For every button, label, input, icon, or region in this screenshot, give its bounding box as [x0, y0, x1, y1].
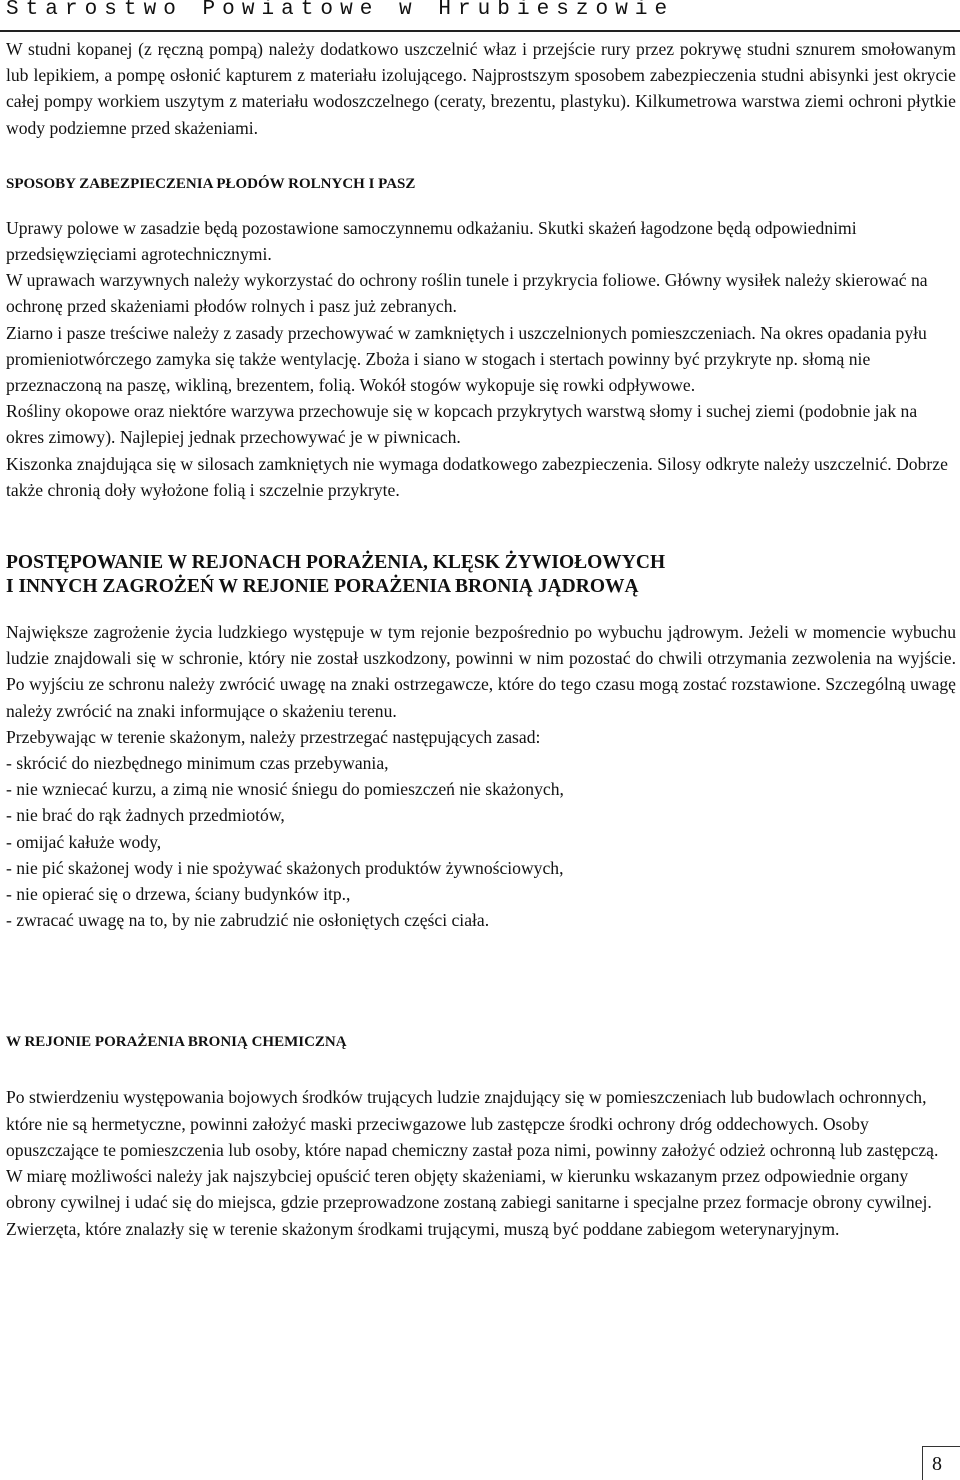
- page-header: [0, 0, 960, 32]
- disaster-paragraph: Największe zagrożenie życia ludzkiego występuje w tym rejonie bezpośrednio po wybuchu jądrowym. Jeżeli w momencie wybuchu ludzie znajdowali się w schronie, który nie został uszkodzony, powinni w nim pozostać do chwili otrzymania zezwolenia na wyjście. Po wyjściu ze schronu należy zwrócić uwagę na znaki ostrzegawcze, które do tego czasu mogą zostać rozstawione. Szczególną uwagę należy zwrócić na znaki informujące o skażeniu terenu.: [6, 622, 956, 721]
- disaster-heading-line: POSTĘPOWANIE W REJONACH PORAŻENIA, KLĘSK ŻYWIOŁOWYCH: [6, 552, 666, 574]
- intro-paragraph: W studni kopanej (z ręczną pompą) należy dodatkowo uszczelnić właz i przejście rury przez pokrywę studni sznurem smołowanym lub lepikiem, a pompę osłonić kapturem z materiału izolującego. Najprostszym sposobem zabezpieczenia studni abisynki jest okrycie całej pompy workiem uszytym z materiału wodoszczelnego (ceraty, brezentu, plastyku). Kilkumetrowa warstwa ziemi ochroni płytkie wody podziemne przed skażeniami.: [6, 39, 956, 138]
- disaster-heading: [6, 551, 956, 599]
- document-body: [6, 36, 956, 1242]
- crops-paragraph: Uprawy polowe w zasadzie będą pozostawione samoczynnemu odkażaniu. Skutki skażeń łagodzone będą odpowiednimi przedsięwzięciami agrotechnicznymi.: [6, 217, 857, 265]
- crops-paragraph: Ziarno i pasze treściwe należy z zasady przechowywać w zamkniętych i uszczelnionych pomieszczeniach. Na okres opadania pyłu promieniotwórczego zamyka się także wentylację. Zboża i siano w stogach i stertach powinny być przykryte np. słomą nie przeznaczoną na paszę, wikliną, brezentem, folią. Wokół stogów wykopuje się rowki odpływowe.: [6, 322, 927, 396]
- rules-list: [6, 750, 956, 933]
- crops-paragraph: Kiszonka znajdująca się w silosach zamkniętych nie wymaga dodatkowego zabezpieczenia. Silosy odkryte należy uszczelnić. Dobrze także chronią doły wyłożone folią i szczelnie przykryte.: [6, 453, 948, 500]
- page-number: 8: [932, 1453, 942, 1475]
- list-item: - nie pić skażonej wody i nie spożywać skażonych produktów żywnościowych,: [6, 857, 564, 878]
- header-title: Starostwo Powiatowe w Hrubieszowie: [6, 0, 675, 21]
- list-item: - omijać kałuże wody,: [6, 831, 162, 852]
- list-item: - nie opierać się o drzewa, ściany budynków itp.,: [6, 884, 351, 905]
- crops-paragraph: Rośliny okopowe oraz niektóre warzywa przechowuje się w kopcach przykrytych warstwą słomy i suchej ziemi (podobnie jak na okres zimowy). Najlepiej jednak przechowywać je w piwnicach.: [6, 401, 918, 448]
- crops-section: [6, 215, 956, 503]
- crops-paragraph: W uprawach warzywnych należy wykorzystać do ochrony roślin tunele i przykrycia foliowe. Główny wysiłek należy skierować na ochronę przed skażeniami płodów rolnych i pasz już zebranych.: [6, 270, 928, 317]
- list-item: - nie wzniecać kurzu, a zimą nie wnosić śniegu do pomieszczeń nie skażonych,: [6, 779, 564, 800]
- disaster-section: [6, 619, 956, 933]
- list-item: - zwracać uwagę na to, by nie zabrudzić nie osłoniętych części ciała.: [6, 910, 490, 931]
- crops-heading: SPOSOBY ZABEZPIECZENIA PŁODÓW ROLNYCH I PASZ: [6, 175, 416, 192]
- chemical-heading: W REJONIE PORAŻENIA BRONIĄ CHEMICZNĄ: [6, 1034, 347, 1051]
- list-item: - nie brać do rąk żadnych przedmiotów,: [6, 805, 285, 826]
- disaster-paragraph: Przebywając w terenie skażonym, należy przestrzegać następujących zasad:: [6, 726, 541, 747]
- disaster-heading-line: I INNYCH ZAGROŻEŃ W REJONIE PORAŻENIA BRONIĄ JĄDROWĄ: [6, 576, 639, 598]
- list-item: - skrócić do niezbędnego minimum czas przebywania,: [6, 753, 389, 774]
- chemical-paragraph: Po stwierdzeniu występowania bojowych środków trujących ludzie znajdujący się w pomieszczeniach lub budowlach ochronnych, które nie są hermetyczne, powinni założyć maski przeciwgazowe lub zastępcze środki ochrony dróg oddechowych. Osoby opuszczające te pomieszczenia lub osoby, które napad chemiczny zastał poza nimi, powinny założyć odzież ochronną lub zastępczą. W miarę możliwości należy jak najszybciej opuścić teren objęty skażeniami, w kierunku wskazanym przez odpowiednie organy obrony cywilnej i udać się do miejsca, gdzie przeprowadzone zostaną zabiegi sanitarne i specjalne przez formacje obrony cywilnej. Zwierzęta, które znalazły się w terenie skażonym środkami trującymi, muszą być poddane zabiegom weterynaryjnym.: [6, 1087, 939, 1239]
